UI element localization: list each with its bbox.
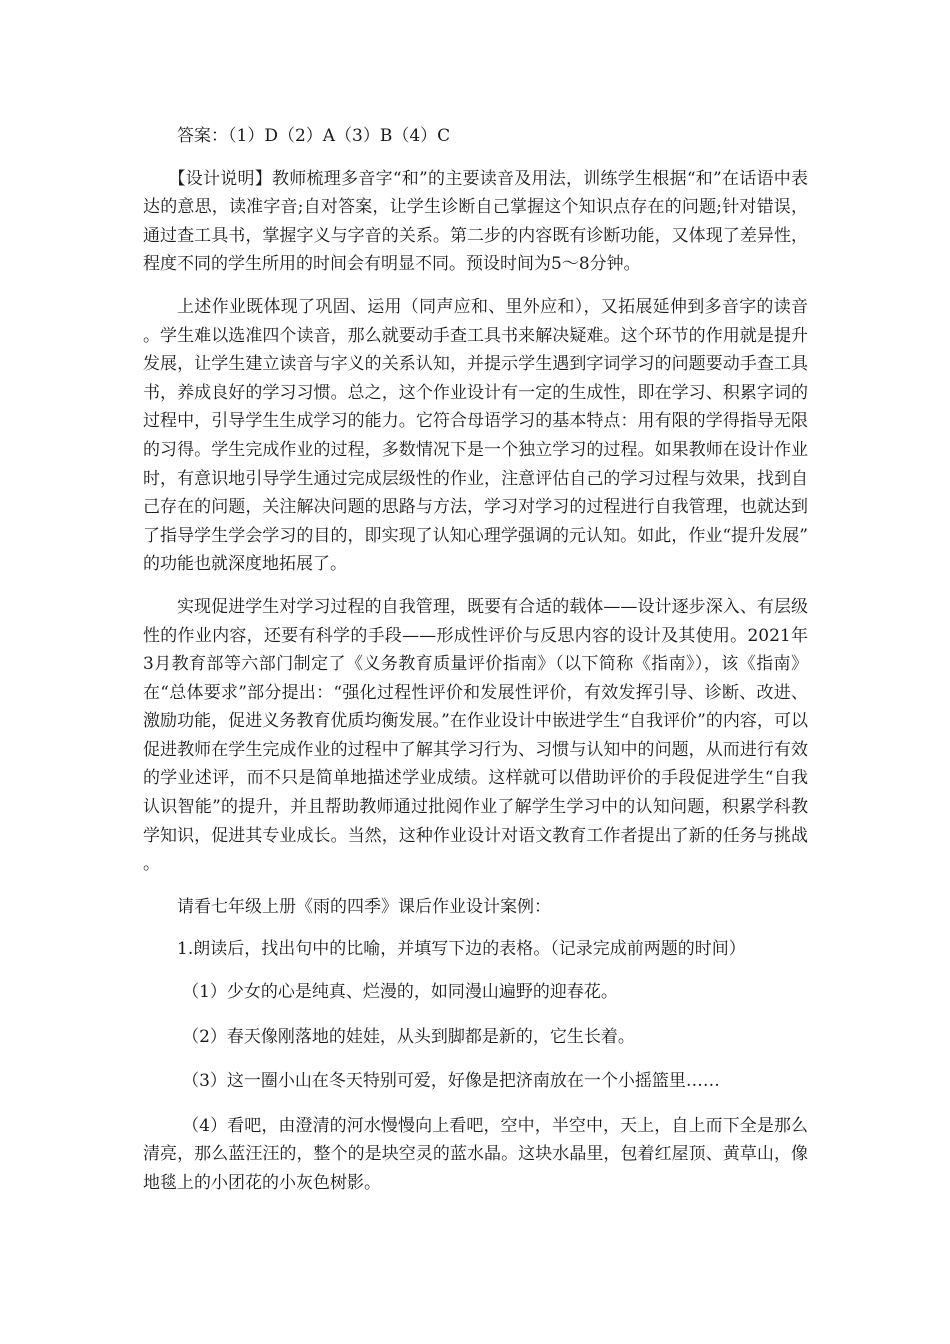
case-intro-paragraph: 请看七年级上册《雨的四季》课后作业设计案例：: [177, 896, 551, 917]
answer-line: 答案：（1）D（2）A（3）B（4）C: [177, 126, 451, 146]
document-body: [143, 122, 808, 1214]
body-paragraph-extension: 上述作业既体现了巩固、运用（同声应和、里外应和），又拓展延伸到多音字的读音。学生难以选准四个读音，那么就要动手查工具书来解决疑难。这个环节的作用就是提升发展，让学生建立读音与字义的关系认知，并提示学生遇到字词学习的问题要动手查工具书，养成良好的学习习惯。总之，这个作业设计有一定的生成性，即在学习、积累字词的过程中，引导学生生成学习的能力。它符合母语学习的基本特点：用有限的学得指导无限的习得。学生完成作业的过程，多数情况下是一个独立学习的过程。如果教师在设计作业时，有意识地引导学生通过完成层级性的作业，注意评估自己的学习过程与效果，找到自己存在的问题，关注解决问题的思路与方法，学习对学习的过程进行自我管理，也就达到了指导学生学会学习的目的，即实现了认知心理学强调的元认知。如此，作业“提升发展”的功能也就深度地拓展了。: [143, 296, 808, 575]
exercise-item-1: （1）少女的心是纯真、烂漫的，如同漫山遍野的迎春花。: [182, 982, 618, 1003]
exercise-item-3: （3）这一圈小山在冬天特别可爱，好像是把济南放在一个小摇篮里……: [182, 1071, 720, 1092]
design-note-paragraph: 【设计说明】教师梳理多音字“和”的主要读音及用法，训练学生根据“和”在话语中表达的意思，读准字音;自对答案，让学生诊断自己掌握这个知识点存在的问题;针对错误，通过查工具书，掌握字义与字音的关系。第二步的内容既有诊断功能，又体现了差异性，程度不同的学生所用的时间会有明显不同。预设时间为5～8分钟。: [143, 168, 808, 275]
exercise-instruction: 1.朗读后，找出句中的比喻，并填写下边的表格。（记录完成前两题的时间）: [177, 939, 746, 960]
body-paragraph-self-management: 实现促进学生对学习过程的自我管理，既要有合适的载体——设计逐步深入、有层级性的作业内容，还要有科学的手段——形成性评价与反思内容的设计及其使用。2021年3月教育部等六部门制定了《义务教育质量评价指南》（以下简称《指南》），该《指南》在“总体要求”部分提出：“强化过程性评价和发展性评价，有效发挥引导、诊断、改进、激励功能，促进义务教育优质均衡发展。”在作业设计中嵌进学生“自我评价”的内容，可以促进教师在学生完成作业的过程中了解其学习行为、习惯与认知中的问题，从而进行有效的学业述评，而不只是简单地描述学业成绩。这样就可以借助评价的手段促进学生“自我认识智能”的提升，并且帮助教师通过批阅作业了解学生学习中的认知问题，积累学科教学知识，促进其专业成长。当然，这种作业设计对语文教育工作者提出了新的任务与挑战。: [143, 596, 808, 875]
exercise-item-4: （4）看吧，由澄清的河水慢慢向上看吧，空中，半空中，天上，自上而下全是那么清亮，那么蓝汪汪的，整个的是块空灵的蓝水晶。这块水晶里，包着红屋顶、黄草山，像地毯上的小团花的小灰色树影。: [143, 1115, 808, 1193]
exercise-item-2: （2）春天像刚落地的娃娃，从头到脚都是新的，它生长着。: [182, 1026, 635, 1047]
